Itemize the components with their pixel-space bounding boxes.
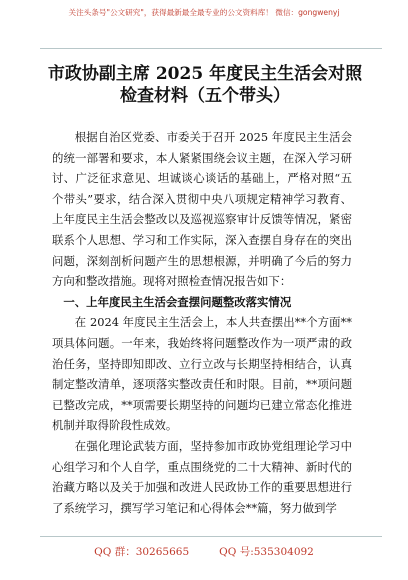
document-title: 市政协副主席 2025 年度民主生活会对照检查材料（五个带头） bbox=[47, 64, 363, 106]
document-body bbox=[52, 127, 352, 518]
intro-paragraph: 根据自治区党委、市委关于召开 2025 年度民主生活会的统一部署和要求，本人紧紧围绕会议主题，在深入学习研讨、广泛征求意见、坦诚谈心谈话的基础上，严格对照“五个带头”要求，结合深入贯彻中央八项规定精神学习教育、上年度民主生活会整改以及巡视巡察审计反馈等情况，紧密联系个人思想、学习和工作实际，深入查摆自身存在的突出问题，深刻剖析问题产生的思想根源，并明确了今后的努力方向和整改措施。现将对照检查情况报告如下： bbox=[52, 130, 352, 289]
header-divider bbox=[40, 48, 382, 49]
body-paragraph: 在 2024 年度民主生活会上，本人共查摆出**个方面**项具体问题。一年来，我始终将问题整改作为一项严肃的政治任务，坚持即知即改、立行立改与长期坚持相结合，认真制定整改清单，逐项落实整改责任和时限。目前，**项问题已整改完成，**项需要长期坚持的问题均已建立常态化推进机制并取得阶段性成效。 bbox=[52, 315, 352, 433]
qq-number-text: QQ 号:535304092 bbox=[219, 545, 314, 558]
body-paragraph: 在强化理论武装方面，坚持参加市政协党组理论学习中心组学习和个人自学，重点围绕党的二十大精神、新时代的治藏方略以及关于加强和改进人民政协工作的重要思想进行了系统学习，撰写学习笔记和心得体会**篇，努力做到学 bbox=[52, 438, 352, 515]
footer bbox=[0, 536, 408, 566]
section-heading: 一、上年度民主生活会查摆问题整改落实情况 bbox=[63, 294, 292, 309]
qq-group-text: QQ 群：30265665 bbox=[94, 545, 190, 558]
top-banner: 关注头条号"公文研究"，获得最新最全最专业的公文资料库！ 微信：gongwenyj bbox=[68, 8, 340, 17]
